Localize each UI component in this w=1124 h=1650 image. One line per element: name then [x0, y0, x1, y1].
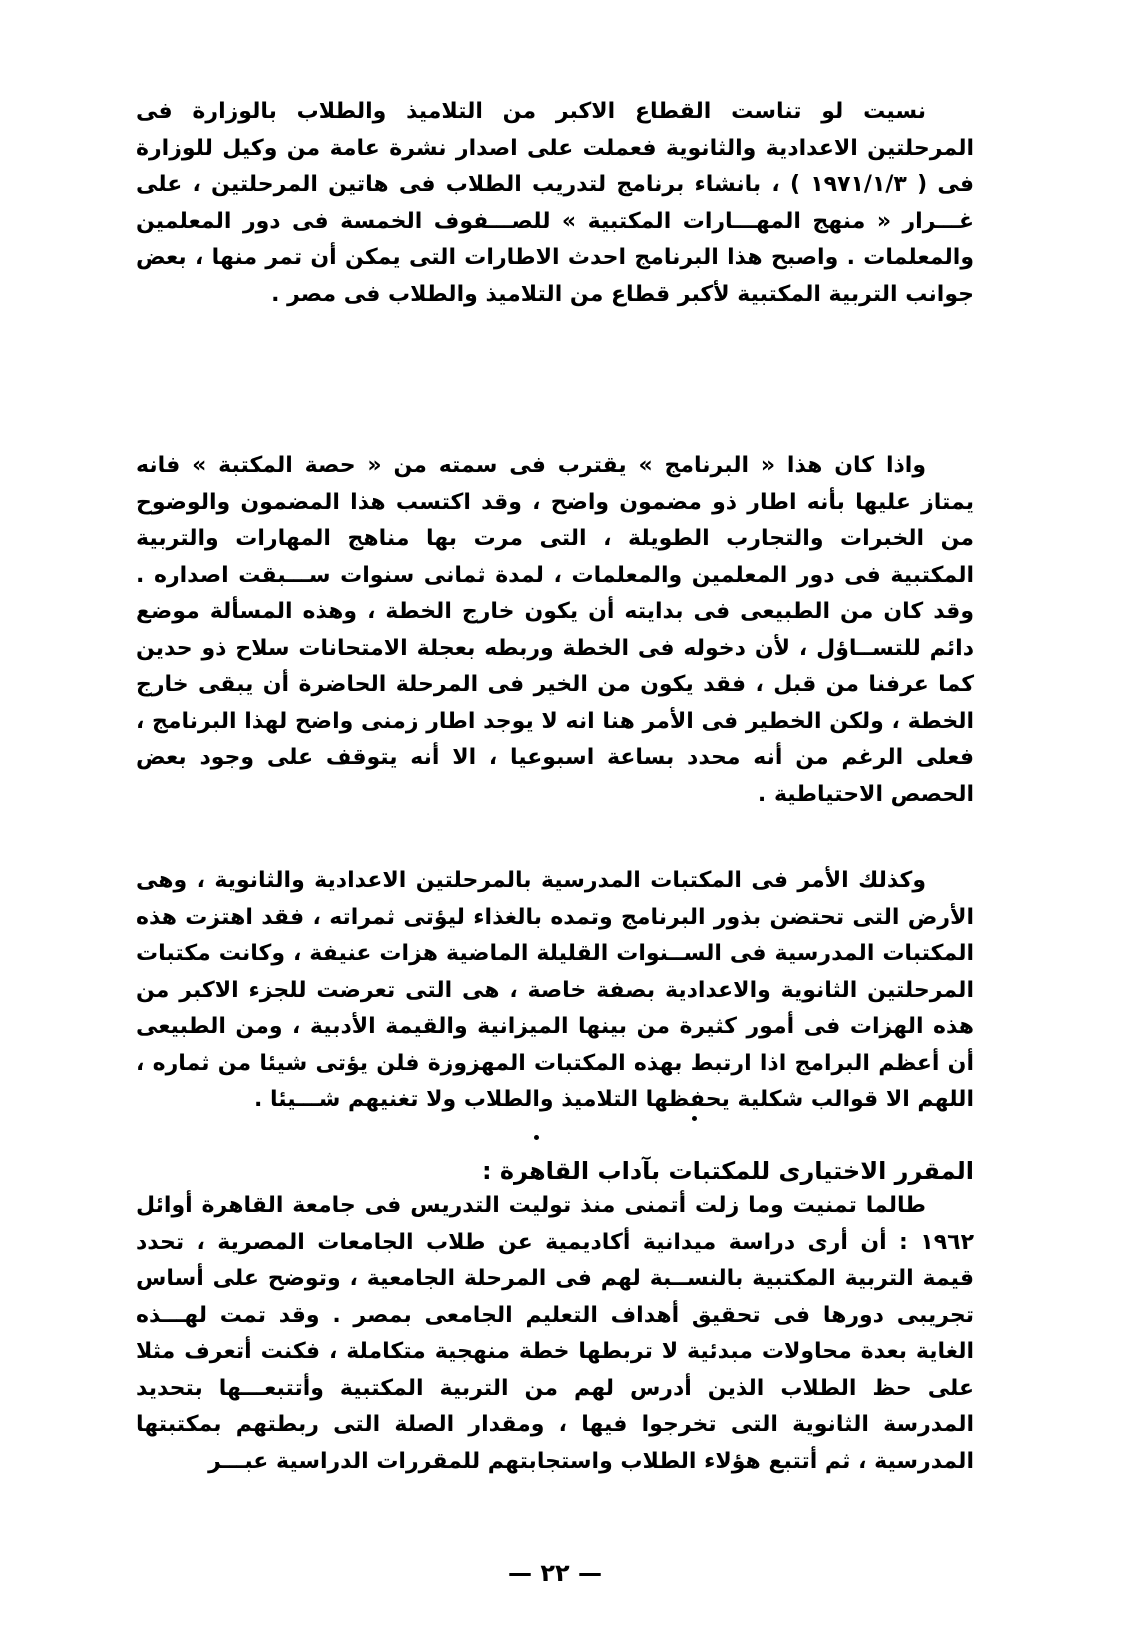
paragraph-2: واذا كان هذا « البرنامج » يقترب فى سمته من « حصة المكتبة » فانه يمتاز عليها بأنه اطار ذو مضمون واضح ، وقد اكتسب هذا المضمون والوضوح من الخبرات والتجارب الطويلة ، التى مرت بها مناهج المهارات والتربية المكتبية فى دور المعلمين والمعلمات ، لمدة ثمانى سنوات ســـبقت اصداره . وقد كان من الطبيعى فى بدايته أن يكون خارج الخطة ، وهذه المسألة موضع دائم للتســاؤل ، لأن دخوله فى الخطة وربطه بعجلة الامتحانات سلاح ذو حدين كما عرفنا من قبل ، فقد يكون من الخير فى المرحلة الحاضرة أن يبقى خارج الخطة ، ولكن الخطير فى الأمر هنا انه لا يوجد اطار زمنى واضح لهذا البرنامج ، فعلى الرغم من أنه محدد بساعة اسبوعيا ، الا أنه يتوقف على وجود بعض الحصص الاحتياطية . [136, 453, 974, 807]
paragraph-3: وكذلك الأمر فى المكتبات المدرسية بالمرحلتين الاعدادية والثانوية ، وهى الأرض التى تحتضن بذور البرنامج وتمده بالغذاء ليؤتى ثمراته ، فقد اهتزت هذه المكتبات المدرسية فى الســنوات القليلة الماضية هزات عنيفة ، وكانت مكتبات المرحلتين الثانوية والاعدادية بصفة خاصة ، هى التى تعرضت للجزء الاكبر من هذه الهزات فى أمور كثيرة من بينها الميزانية والقيمة الأدبية ، ومن الطبيعى أن أعظم البرامج اذا ارتبط بهذه المكتبات المهزوزة فلن يؤتى شيئا من ثماره ، اللهم الا قوالب شكلية يحفظها التلاميذ والطلاب ولا تغنيهم شـــيئا . [136, 868, 974, 1112]
section-heading: المقرر الاختيارى للمكتبات بآداب القاهرة : [481, 1157, 974, 1185]
document-page [136, 88, 974, 1608]
page-number: — ٢٢ — [507, 1559, 602, 1587]
stray-mark [692, 1116, 697, 1121]
stray-mark [534, 1135, 539, 1140]
paragraph-1: نسيت لو تناست القطاع الاكبر من التلاميذ والطلاب بالوزارة فى المرحلتين الاعدادية والثانوية فعملت على اصدار نشرة عامة من وكيل للوزارة فى ( ١٩٧١/١/٣ ) ، بانشاء برنامج لتدريب الطلاب فى هاتين المرحلتين ، على غـــرار « منهج المهـــارات المكتبية » للصـــفوف الخمسة فى دور المعلمين والمعلمات . واصبح هذا البرنامج احدث الاطارات التى يمكن أن تمر منها ، بعض جوانب التربية المكتبية لأكبر قطاع من التلاميذ والطلاب فى مصر . [136, 99, 974, 307]
paragraph-4: طالما تمنيت وما زلت أتمنى منذ توليت التدريس فى جامعة القاهرة أوائل ١٩٦٢ : أن أرى دراسة ميدانية أكاديمية عن طلاب الجامعات المصرية ، تحدد قيمة التربية المكتبية بالنســبة لهم فى المرحلة الجامعية ، وتوضح على أساس تجريبى دورها فى تحقيق أهداف التعليم الجامعى بمصر . وقد تمت لهـــذه الغاية بعدة محاولات مبدئية لا تربطها خطة منهجية متكاملة ، فكنت أتعرف مثلا على حظ الطلاب الذين أدرس لهم من التربية المكتبية وأتتبعـــها بتحديد المدرسة الثانوية التى تخرجوا فيها ، ومقدار الصلة التى ربطتهم بمكتبتها المدرسية ، ثم أتتبع هؤلاء الطلاب واستجابتهم للمقررات الدراسية عبـــر [136, 1193, 974, 1474]
